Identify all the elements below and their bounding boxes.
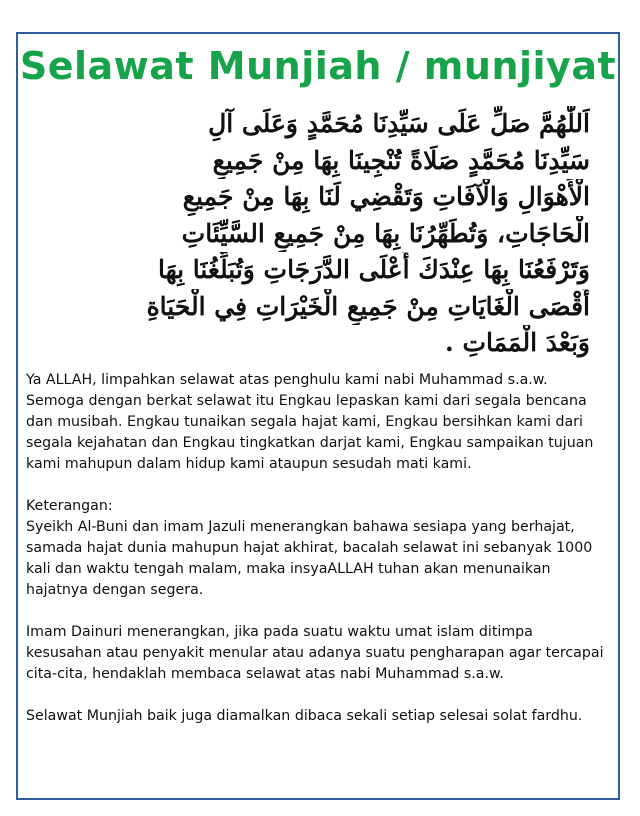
arabic-line: الْأَهْوَالِ وَالْآفَاتِ وَتَقْضِي لَنَا بِهَا مِنْ جَمِيعِ [182, 182, 590, 211]
page-title: Selawat Munjiah / munjiyat [19, 44, 617, 88]
translation-paragraph: Ya ALLAH, limpahkan selawat atas penghulu kami nabi Muhammad s.a.w. Semoga dengan berkat selawat itu Engkau lepaskan kami dari segala bencana dan musibah. Engkau tunaikan segala hajat kami, Engkau bersihkan kami dari segala kejahatan dan Engkau tingkatkan darjat kami, Engkau sampaikan tujuan kami mahupun dalam hidup kami ataupun sesudah mati kami. [26, 372, 594, 472]
arabic-line: اَللّٰهُمَّ صَلِّ عَلَى سَيِّدِنَا مُحَمَّدٍ وَعَلَى آلِ [208, 109, 590, 138]
arabic-selawat-text [42, 106, 590, 364]
keterangan-paragraph: Syeikh Al-Buni dan imam Jazuli menerangkan bahawa sesiapa yang berhajat, samada hajat dunia mahupun hajat akhirat, bacalah selawat ini sebanyak 1000 kali dan waktu tengah malam, maka insyaALLAH tuhan akan menunaikan hajatnya dengan segera. [26, 519, 593, 598]
document-frame [16, 32, 620, 800]
arabic-line: سَيِّدِنَا مُحَمَّدٍ صَلَاةً تُنْجِينَا بِهَا مِنْ جَمِيعِ [212, 145, 590, 175]
paragraph-spacer [26, 601, 608, 622]
body-text [26, 370, 608, 727]
arabic-line: وَتَرْفَعُنَا بِهَا عِنْدَكَ أَعْلَى الدَّرَجَاتِ وَتُبَلِّغُنَا بِهَا [157, 255, 590, 284]
paragraph-spacer [26, 685, 608, 706]
keterangan-label: Keterangan: [26, 498, 113, 514]
paragraph-spacer [26, 475, 608, 496]
dainuri-paragraph: Imam Dainuri menerangkan, jika pada suatu waktu umat islam ditimpa kesusahan atau penyakit menular atau adanya suatu pengharapan agar tercapai cita-cita, hendaklah membaca selawat atas nabi Muhammad s.a.w. [26, 624, 604, 682]
closing-paragraph: Selawat Munjiah baik juga diamalkan dibaca sekali setiap selesai solat fardhu. [26, 708, 583, 724]
arabic-line: وَبَعْدَ الْمَمَاتِ . [445, 328, 590, 357]
arabic-line: الْحَاجَاتِ، وَتُطَهِّرُنَا بِهَا مِنْ جَمِيعِ السَّيِّئَاتِ [181, 218, 590, 248]
arabic-line: أَقْصَى الْغَايَاتِ مِنْ جَمِيعِ الْخَيْرَاتِ فِي الْحَيَاةِ [146, 291, 590, 321]
